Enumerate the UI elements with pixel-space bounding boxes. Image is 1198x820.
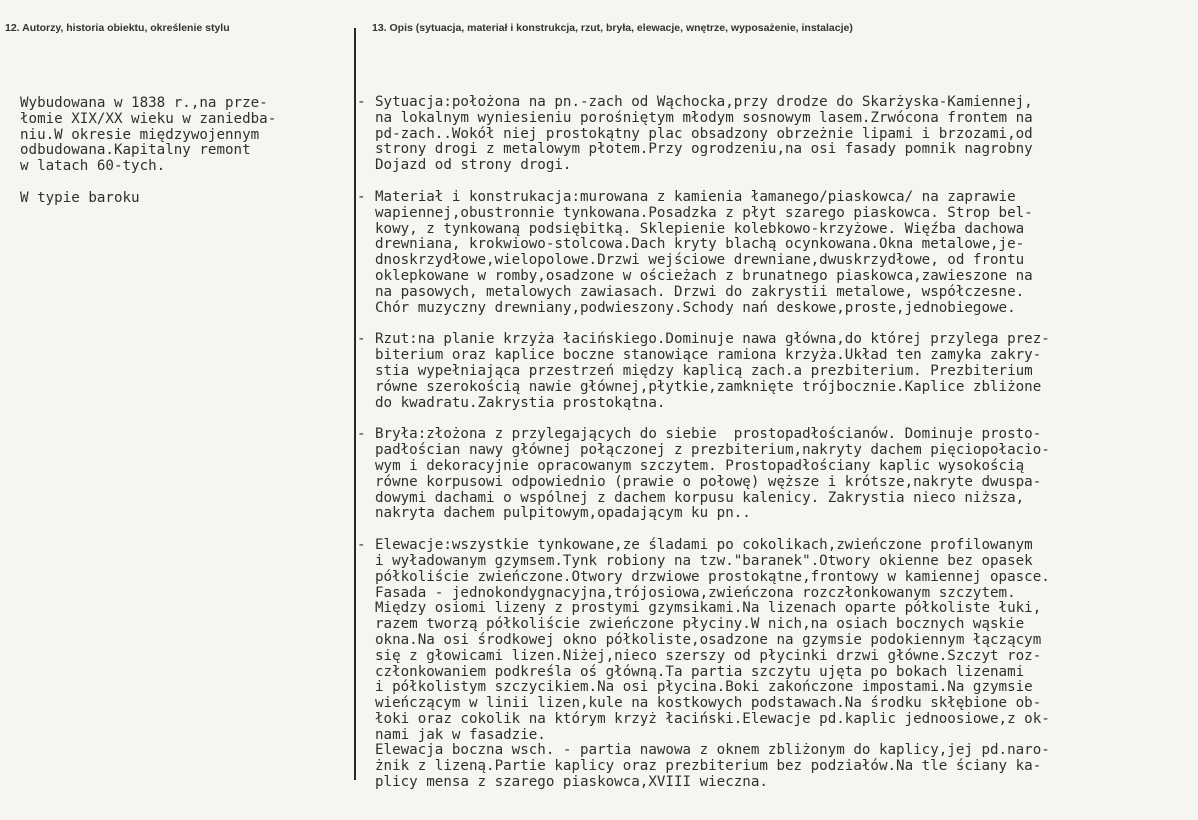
history-line: łomie XIX/XX wieku w zaniedba-	[20, 110, 277, 127]
text-line: okna.Na osi środkowej okno półkoliste,osadzone na gzymsie podokiennym łączącym	[375, 631, 1042, 648]
text-line: Rzut:na planie krzyża łacińskiego.Dominuje nawa główna,do której przylega prez-	[375, 331, 1050, 348]
text-line: na pasowych, metalowych zawiasach. Drzwi do zakrystii metalowe, współczesne.	[375, 283, 1025, 300]
text-line: razem tworzą półkoliście zwieńczone płyciny.W nich,na osiach bocznych wąskie	[375, 616, 1025, 633]
paragraph-dash: -	[357, 188, 366, 205]
text-line: i wyładowanym gzymsem.Tynk robiony na tzw."baranek".Otwory okienne bez opasek	[375, 552, 1033, 569]
text-line: dnoskrzydłowe,wielopolowe.Drzwi wejściowe drewniane,dwuskrzydłowe, od frontu	[375, 252, 1025, 269]
text-line: padłościan nawy głównej połączonej z prezbiterium,nakryty dachem pięciopołacio-	[375, 442, 1050, 459]
section-header-authors-history: 12. Autorzy, historia obiektu, określenie stylu	[5, 22, 230, 34]
text-line: łoki oraz cokolik na którym krzyż łaciński.Elewacje pd.kaplic jednoosiowe,z ok-	[375, 710, 1050, 727]
text-line: równe korpusowi odpowiednio (prawie o połowę) węższe i krótsze,nakryte dwuspa-	[375, 473, 1042, 490]
text-line: Bryła:złożona z przylegających do siebie prostopadłościanów. Dominuje prosto-	[375, 426, 1042, 443]
text-line: wym i dekoracyjnie opracowanym szczytem. Prostopadłościany kaplic wysokością	[375, 457, 1025, 474]
paragraph-material	[357, 190, 1187, 316]
history-line: w latach 60-tych.	[20, 158, 166, 175]
description-column	[357, 95, 1187, 820]
text-line: się z głowicami lizen.Niżej,nieco szerszy od płycinki drzwi główne.Szczyt roz-	[375, 647, 1042, 664]
text-line: Sytuacja:położona na pn.-zach od Wąchocka,przy drodze do Skarżyska-Kamiennej,	[375, 95, 1033, 110]
text-line: żnik z lizeną.Partie kaplicy oraz prezbiterium bez podziałów.Na tle ściany ka-	[375, 758, 1042, 775]
history-column	[20, 96, 345, 207]
text-line: półkoliście zwieńczone.Otwory drzwiowe prostokątne,frontowy w kamiennej opasce.	[375, 568, 1050, 585]
text-line: kowy, z tynkowaną podsiębitką. Sklepienie kolebkowo-krzyżowe. Więźba dachowa	[375, 220, 1025, 237]
text-line: i półkolistym szczycikiem.Na osi płycina.Boki zakończone impostami.Na gzymsie	[375, 679, 1033, 696]
text-line: nakryta dachem pulpitowym,opadającym ku pn..	[375, 505, 751, 522]
text-line: biterium oraz kaplice boczne stanowiące ramiona krzyża.Układ ten zamyka zakry-	[375, 347, 1042, 364]
paragraph-dash: -	[357, 537, 366, 554]
paragraph-dash: -	[357, 426, 366, 443]
text-line: równe szerokością nawie głównej,płytkie,zamknięte trójbocznie.Kaplice zbliżone	[375, 378, 1042, 395]
text-line: Dojazd od strony drogi.	[375, 157, 572, 174]
paragraph-elewacje	[357, 538, 1187, 743]
text-line: do kwadratu.Zakrystia prostokątna.	[375, 394, 666, 411]
text-line: Elewacja boczna wsch. - partia nawowa z oknem zbliżonym do kaplicy,jej pd.naro-	[375, 742, 1050, 759]
paragraph-rzut	[357, 332, 1187, 411]
text-line: członkowaniem podkreśla oś główną.Ta partia szczytu ujęta po bokach lizenami	[375, 663, 1025, 680]
history-line: odbudowana.Kapitalny remont	[20, 142, 251, 159]
text-line: wieńczącym w linii lizen,kule na kostkowych podstawach.Na środku skłębione ob-	[375, 695, 1042, 712]
paragraph-bryla	[357, 427, 1187, 522]
style-text: W typie baroku	[20, 189, 140, 206]
paragraph-dash: -	[357, 331, 366, 348]
paragraph-sytuacja	[357, 95, 1187, 174]
text-line: Materiał i konstrukacja:murowana z kamienia łamanego/piaskowca/ na zaprawie	[375, 188, 1016, 205]
text-line: pd-zach..Wokół niej prostokątny plac obsadzony obrzeżnie lipami i brzozami,od	[375, 125, 1033, 142]
section-header-description: 13. Opis (sytuacja, materiał i konstrukcja, rzut, bryła, elewacje, wnętrze, wyposażenie, instalacje)	[372, 22, 853, 34]
history-line: Wybudowana w 1838 r.,na prze-	[20, 95, 268, 111]
paragraph-dash: -	[357, 95, 366, 110]
text-line: stia wypełniająca przestrzeń między kaplicą zach.a prezbiterium. Prezbiterium	[375, 362, 1033, 379]
text-line: Między osiomi lizeny z prostymi gzymsikami.Na lizenach oparte półkoliste łuki,	[375, 600, 1042, 617]
text-line: plicy mensa z szarego piaskowca,XVIII wieczna.	[375, 774, 768, 791]
text-line: strony drogi z metalowym płotem.Przy ogrodzeniu,na osi fasady pomnik nagrobny	[375, 141, 1033, 158]
text-line: oklepkowane w romby,osadzone w ościeżach z brunatnego piaskowca,zawieszone na	[375, 267, 1033, 284]
history-line: niu.W okresie międzywojennym	[20, 126, 260, 143]
text-line: Elewacje:wszystkie tynkowane,ze śladami po cokolikach,zwieńczone profilowanym	[375, 537, 1033, 554]
paragraph-elewacja-wsch	[357, 743, 1187, 790]
text-line: na lokalnym wyniesieniu porośniętym młodym sosnowym lasem.Zrwócona frontem na	[375, 109, 1033, 126]
text-line: Chór muzyczny drewniany,podwieszony.Schody nań deskowe,proste,jednobiegowe.	[375, 299, 1016, 316]
text-line: nami jak w fasadzie.	[375, 726, 546, 743]
column-divider	[354, 28, 356, 780]
text-line: wapiennej,obustronnie tynkowana.Posadzka z płyt szarego piaskowca. Strop bel-	[375, 204, 1033, 221]
text-line: dowymi dachami o wspólnej z dachem korpusu kalenicy. Zakrystia nieco niższa,	[375, 489, 1025, 506]
text-line: Fasada - jednokondygnacyjna,trójosiowa,zwieńczona rozczłonkowanym szczytem.	[375, 584, 1016, 601]
history-text	[20, 96, 345, 175]
text-line: drewniana, krokwiowo-stolcowa.Dach kryty blachą ocynkowana.Okna metalowe,je-	[375, 236, 1025, 253]
